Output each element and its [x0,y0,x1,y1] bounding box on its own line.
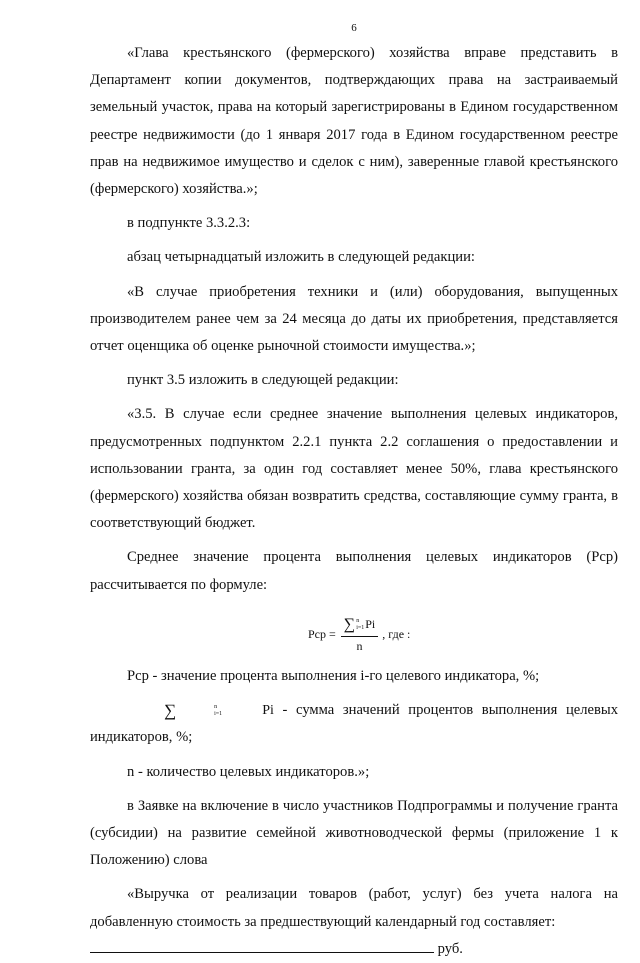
formula-numerator [341,616,378,637]
inline-sum-limits [177,704,222,718]
formula-lhs: Рср = [308,627,336,642]
inline-lower-limit: i=1 [214,710,223,717]
inline-sigma: ∑ [164,701,177,721]
revenue-currency: руб. [437,940,463,957]
formula-fraction [341,616,378,654]
paragraph-formula-intro: Среднее значение процента выполнения целевых индикаторов (Рср) рассчитывается по формуле: [90,549,618,593]
paragraph-n-definition: n - количество целевых индикаторов.»; [127,763,370,780]
revenue-blank-line [90,936,434,953]
paragraph-revenue: «Выручка от реализации товаров (работ, услуг) без учета налога на добавленную стоимость за предшествующий календарный год составляет: [90,886,618,930]
paragraph-pcr-definition: Рср - значение процента выполнения i-го целевого индикатора, %; [127,667,540,684]
formula-suffix: , где : [382,627,411,642]
formula-term: Pi [365,617,376,632]
paragraph-subpoint-3-3-2-3: в подпункте 3.3.2.3: [127,215,251,232]
average-formula [90,613,618,657]
formula-upper-limit: n [356,617,360,624]
revenue-blank-line-row [90,936,618,963]
sum-definition-text: - сумма значений процентов выполнения целевых индикаторов, %; [90,702,618,746]
paragraph-grant-return: «3.5. В случае если среднее значение выполнения целевых индикаторов, предусмотренных подпунктом 2.2.1 пункта 2.2 соглашения о предоставлении и использовании гранта, за один год составляет менее 50%, глава крестьянского (фермерского) хозяйства обязан возвратить средства, составляющие сумму гранта, в соответствующий бюджет. [90,406,618,532]
inline-upper-limit: n [214,703,218,710]
formula-lower-limit: i=1 [356,624,365,631]
paragraph-fourteenth-abzac: абзац четырнадцатый изложить в следующей редакции: [127,249,475,266]
inline-sum [127,697,274,724]
formula-sum-limits [356,618,364,632]
paragraph-sum-definition [90,697,618,751]
paragraph-equipment-valuation: «В случае приобретения техники и (или) оборудования, выпущенных производителем ранее чем за 24 месяца до даты их приобретения, представляется отчет оценщика об оценке рыночной стоимости имущества.»; [90,283,618,355]
paragraph-application-form: в Заявке на включение в число участников Подпрограммы и получение гранта (субсидии) на развитие семейной животноводческой фермы (приложение 1 к Положению) слова [90,797,618,869]
paragraph-owner-documents: «Глава крестьянского (фермерского) хозяйства вправе представить в Департамент копии документов, подтверждающих права на застраиваемый земельный участок, права на который зарегистрированы в Едином государственном реестре недвижимости (до 1 января 2017 года в Едином государственном реестре прав на недвижимое имущество и сделок с ним), заверенные главой крестьянского (фермерского) хозяйства.»; [90,45,618,198]
paragraph-point-3-5: пункт 3.5 изложить в следующей редакции: [127,372,399,389]
inline-term: Pi [262,703,274,719]
formula-denominator: n [356,638,363,653]
page-number: 6 [351,22,357,34]
formula-sigma: ∑ [343,615,356,633]
